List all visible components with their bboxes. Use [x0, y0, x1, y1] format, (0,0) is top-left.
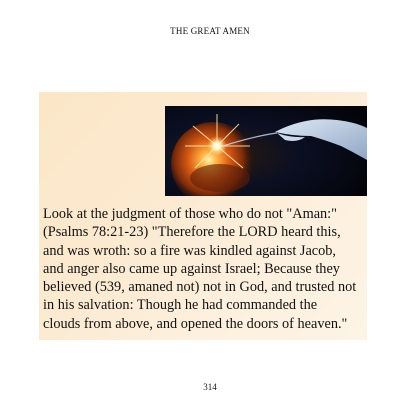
sun-flare-hand-photo [165, 106, 367, 196]
page-number: 314 [203, 382, 217, 392]
scripture-text: Look at the judgment of those who do not "Aman:" (Psalms 78:21-23) "Therefore the LORD heard this, and was wroth: so a fire was kindled against Jacob, and anger also came up against Israel; Because they believed (539, amaned not) not in God, and trusted not in his salvation: Though he had commanded the clouds from above, and opened the doors of heaven." [43, 206, 357, 332]
running-title: THE GREAT AMEN [170, 26, 250, 36]
slide-panel [39, 92, 367, 340]
